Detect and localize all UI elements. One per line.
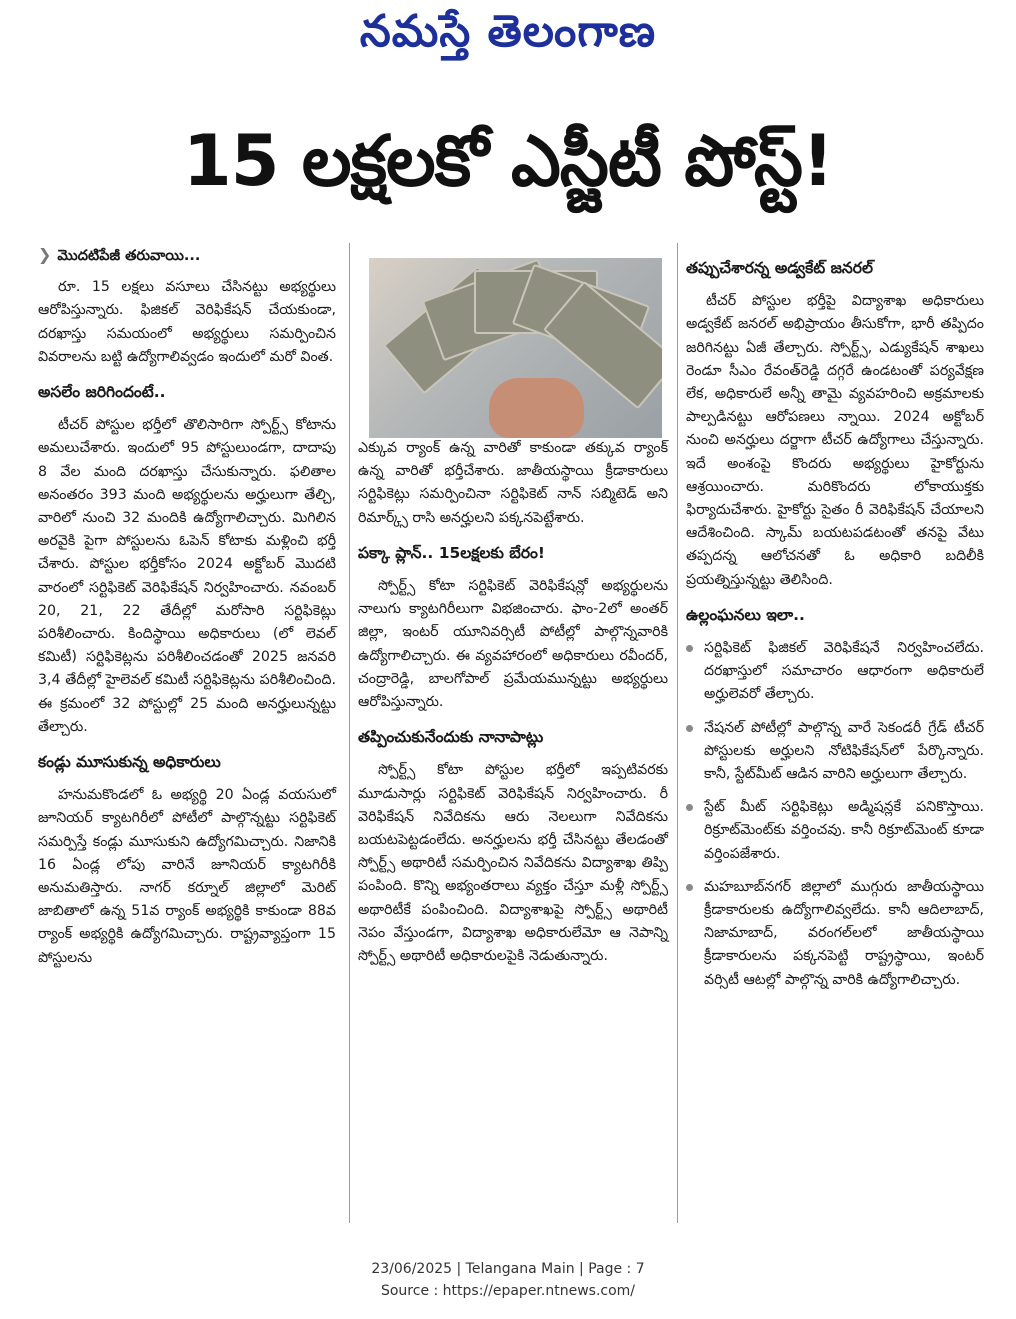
paragraph: టీచర్ పోస్టుల భర్తీపై విద్యాశాఖ అధికారులు అడ్వకేట్ జనరల్ అభిప్రాయం తీసుకోగా, భారీ తప్పిదం జరిగినట్టు ఏజీ తేల్చారు. స్పోర్ట్స్, ఎడ్యుకేషన్ శాఖలు రెండూ సీఎం రేవంత్‌రెడ్డి దగ్గరే ఉండటంతో పర్యవేక్షణ లేక, అధికారులే అన్నీ తామై వ్యవహరించి అక్రమాలకు పాల్పడినట్టు ఆరోపణలు న్నాయి. 2024 అక్టోబర్ నుంచి అనర్హులు దర్జాగా టీచర్ ఉద్యోగాలు చేస్తున్నారు. ఇదే అంశంపై కొందరు అభ్యర్థులు హైకోర్టును ఆశ్రయించారు. మరికొందరు లోకాయుక్తకు ఫిర్యాదుచేశారు. హైకోర్టు సైతం రీ వెరిఫికేషన్ చేయాలని ఆదేశించింది. స్కామ్ బయటపడటంతో తనపై వేటు తప్పదన్న ఆలోచనతో ఓ అధికారి బదిలీకి ప్రయత్నిస్తున్నట్టు తెలిసింది. bbox=[686, 293, 984, 588]
column-divider bbox=[677, 243, 678, 1223]
column-divider bbox=[349, 243, 350, 1223]
subheading: కండ్లు మూసుకున్న అధికారులు bbox=[38, 753, 221, 772]
headline: 15 లక్షలకో ఎస్జీటీ పోస్ట్! bbox=[183, 120, 833, 202]
article-column-3 bbox=[686, 243, 984, 1002]
hand bbox=[489, 378, 584, 438]
chevron-right-icon: ❯ bbox=[38, 245, 52, 264]
footer-source-line: Source : https://epaper.ntnews.com/ bbox=[380, 1283, 636, 1299]
subheading: అసలేం జరిగిందంటే.. bbox=[38, 383, 166, 402]
subheading: ఉల్లంఘనలు ఇలా.. bbox=[686, 605, 805, 624]
paragraph: స్పోర్ట్స్ కోటా పోస్టుల భర్తీలో ఇప్పటివరకు మూడుసార్లు సర్టిఫికెట్ వెరిఫికేషన్ నిర్వహించారు. రీ వెరిఫికేషన్ నివేదికను ఆరు నెలలుగా నివేదికను బయటపెట్టడంలేదు. అనర్హులను భర్తీ చేసినట్టు తేలడంతో స్పోర్ట్స్ అథారిటీ సమర్పించిన నివేదికను విద్యాశాఖ తిప్పి పంపింది. కొన్ని అభ్యంతరాలు వ్యక్తం చేస్తూ మళ్లీ స్పోర్ట్స్ అథారిటీకే పంపించింది. విద్యాశాఖపై స్పోర్ట్స్ అథారిటీ నెపం వేస్తుండగా, విద్యాశాఖ అధికారులేమో ఆ నెపాన్ని స్పోర్ట్స్ అథారిటీ అధికారులపైకి నెడుతున్నారు. bbox=[358, 762, 668, 965]
violations-list bbox=[686, 637, 984, 992]
article-column-2 bbox=[358, 437, 668, 980]
list-item: నేషనల్ పోటీల్లో పాల్గొన్న వారే సెకండరీ గ్రేడ్ టీచర్ పోస్టులకు అర్హులని నోటిఫికేషన్‌లో పేర్కొన్నారు. కానీ, స్టేట్‌మీట్ ఆడిన వారిని అర్హులుగా తేల్చారు. bbox=[686, 717, 984, 787]
continued-label: ❯ మొదటిపేజీ తరువాయి... bbox=[38, 245, 201, 264]
subheading: పక్కా ప్లాన్.. 15లక్షలకు బేరం! bbox=[358, 543, 545, 562]
paragraph: స్పోర్ట్స్ కోటా సర్టిఫికెట్ వెరిఫికేషన్లో అభ్యర్థులను నాలుగు క్యాటగిరీలుగా విభజించారు. ఫాం-2లో అంతర్ జిల్లా, ఇంటర్ యూనివర్సిటీ పోటీల్లో పాల్గొన్నవారికి ఉద్యోగాలిచ్చారు. ఈ వ్యవహారంలో అధికారులు రవీందర్, చంద్రారెడ్డి, బాలగోపాల్ ప్రమేయమున్నట్టు అభ్యర్థులు ఆరోపిస్తున్నారు. bbox=[358, 578, 668, 711]
paragraph: హనుమకొండలో ఓ అభ్యర్థి 20 ఏండ్ల వయసులో జూనియర్ క్యాటగిరీలో పోటీలో పాల్గొన్నట్టు సర్టిఫికెట్ సమర్పిస్తే కండ్లు మూసుకుని ఉద్యోగమిచ్చారు. నిజానికి 16 ఏండ్ల లోపు వారినే జూనియర్ క్యాటగిరీకి అనుమతిస్తారు. నాగర్ కర్నూల్ జిల్లాలో మెరిట్ జాబితాలో ఉన్న 51వ ర్యాంక్ అభ్యర్థికి కాకుండా 88వ ర్యాంక్ అభ్యర్థికి ఉద్యోగమిచ్చారు. రాష్ట్రవ్యాప్తంగా 15 పోస్టులను bbox=[38, 787, 336, 966]
footer bbox=[0, 1258, 1016, 1302]
intro-paragraph: రూ. 15 లక్షలు వసూలు చేసినట్టు అభ్యర్థులు ఆరోపిస్తున్నారు. ఫిజికల్ వెరిఫికేషన్ చేయకుండా, దరఖాస్తు సమయంలో అభ్యర్థులు సమర్పించిన వివరాలను బట్టి ఉద్యోగాలివ్వడం ఇందులో మరో వింత. bbox=[38, 279, 336, 365]
paragraph: ఎక్కువ ర్యాంక్ ఉన్న వారితో కాకుండా తక్కువ ర్యాంక్ ఉన్న వారితో భర్తీచేశారు. జాతీయస్థాయి క్రీడాకారులు సర్టిఫికెట్లు సమర్పించినా సర్టిఫికెట్ నాన్ సబ్మిటెడ్ అని రిమార్క్స్ రాసి అనర్హులని పక్కనపెట్టేశారు. bbox=[358, 440, 668, 526]
paragraph: టీచర్ పోస్టుల భర్తీలో తొలిసారిగా స్పోర్ట్స్ కోటాను అమలుచేశారు. ఇందులో 95 పోస్టులుండగా, దాదాపు 8 వేల మంది దరఖాస్తు చేసుకున్నారు. ఫలితాల అనంతరం 393 మంది అభ్యర్థులను అర్హులుగా తేల్చి, వారిలో నుంచి 32 మందికి ఉద్యోగాలిచ్చారు. మిగిలిన అరవైకి పైగా పోస్టులను ఓపెన్ కోటాకు మళ్లించి భర్తీ చేశారు. పోస్టుల భర్తీకోసం 2024 అక్టోబర్ మొదటి వారంలో సర్టిఫికెట్ వెరిఫికేషన్ నిర్వహించారు. నవంబర్ 20, 21, 22 తేదీల్లో మరోసారి సర్టిఫికెట్లు పరిశీలించారు. కిందిస్థాయి అధికారులు (లో లెవల్ కమిటీ) సర్టిఫికెట్లను పరిశీలించడంతో 2025 జనవరి 3,4 తేదీల్లో హైలెవల్ కమిటీ సర్టిఫికెట్లను పరిశీలించింది. ఈ క్రమంలో 32 పోస్టుల్లో 25 మంది అనర్హులున్నట్టు తేల్చారు. bbox=[38, 417, 336, 735]
article-column-1 bbox=[38, 243, 336, 982]
subheading: తప్పుచేశారన్న అడ్వకేట్ జనరల్ bbox=[686, 259, 873, 277]
masthead: నమస్తే తెలంగాణ bbox=[359, 6, 657, 57]
list-item: స్టేట్ మీట్ సర్టిఫికెట్లు అడ్మిషన్లకే పనికొస్తాయి. రిక్రూట్‌మెంట్‌కు వర్తించవు. కానీ రిక్రూట్‌మెంట్ కూడా వర్తింపజేశారు. bbox=[686, 796, 984, 866]
list-item: మహబూబ్‌నగర్ జిల్లాలో ముగ్గురు జాతీయస్థాయి క్రీడాకారులకు ఉద్యోగాలివ్వలేదు. కానీ ఆదిలాబాద్, నిజామాబాద్, వరంగల్‌లలో జాతీయస్థాయి క్రీడాకారులను పక్కనపెట్టి రాష్ట్రస్థాయి, ఇంటర్ వర్సిటీ ఆటల్లో పాల్గొన్న వారికి ఉద్యోగాలిచ్చారు. bbox=[686, 876, 984, 992]
subheading: తప్పించుకునేందుకు నానాపాట్లు bbox=[358, 728, 544, 747]
list-item: సర్టిఫికెట్ ఫిజికల్ వెరిఫికేషనే నిర్వహించలేదు. దరఖాస్తులో సమాచారం ఆధారంగా అధికారులే అర్హులెవరో తేల్చారు. bbox=[686, 637, 984, 707]
footer-date-line: 23/06/2025 | Telangana Main | Page : 7 bbox=[371, 1261, 645, 1277]
currency-notes-photo bbox=[369, 258, 662, 438]
